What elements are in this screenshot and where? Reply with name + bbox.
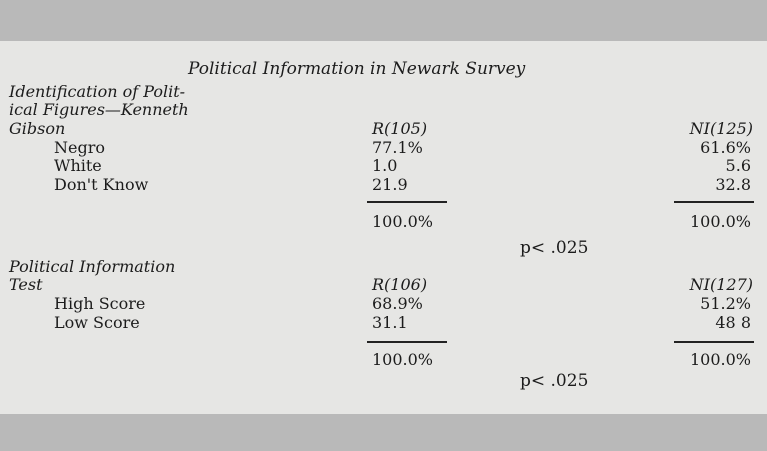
section1-r-total: 100.0% [372,212,434,231]
table-title: Political Information in Newark Survey [188,59,526,79]
section1-row-label: Negro [54,138,105,157]
section1-col-r-header: R(105) [372,119,428,138]
section2-row-r-value: 68.9% [372,294,423,313]
section1-row-ni-value: 61.6% [700,138,751,157]
section1-r-total-rule [367,201,447,203]
section1-row-r-value: 21.9 [372,175,408,194]
section2-col-r-header: R(106) [372,275,428,294]
section2-row-label: Low Score [54,313,140,332]
section1-heading-line3: Gibson [9,119,66,138]
section1-heading-line2: ical Figures—Kenneth [9,100,189,119]
section1-row-ni-value: 32.8 [715,175,751,194]
section2-ni-total: 100.0% [689,350,751,369]
section2-row-label: High Score [54,294,146,313]
section2-row-ni-value: 48 8 [715,313,751,332]
section1-row-ni-value: 5.6 [725,156,751,175]
section1-ni-total-rule [674,201,754,203]
section1-row-label: White [54,156,102,175]
section2-col-ni-header: NI(127) [689,275,753,294]
section2-r-total: 100.0% [372,350,434,369]
section2-ni-total-rule [674,341,754,343]
section2-heading-line1: Political Information [9,257,176,276]
section2-r-total-rule [367,341,447,343]
section2-p-value: p< .025 [520,371,589,391]
section1-col-ni-header: NI(125) [689,119,753,138]
section2-row-r-value: 31.1 [372,313,408,332]
section1-row-r-value: 1.0 [372,156,398,175]
section1-ni-total: 100.0% [689,212,751,231]
section2-row-ni-value: 51.2% [700,294,751,313]
section1-row-r-value: 77.1% [372,138,423,157]
section1-p-value: p< .025 [520,238,589,258]
section1-row-label: Don't Know [54,175,149,194]
section1-heading-line1: Identification of Polit- [9,82,186,101]
section2-heading-line2: Test [9,275,43,294]
